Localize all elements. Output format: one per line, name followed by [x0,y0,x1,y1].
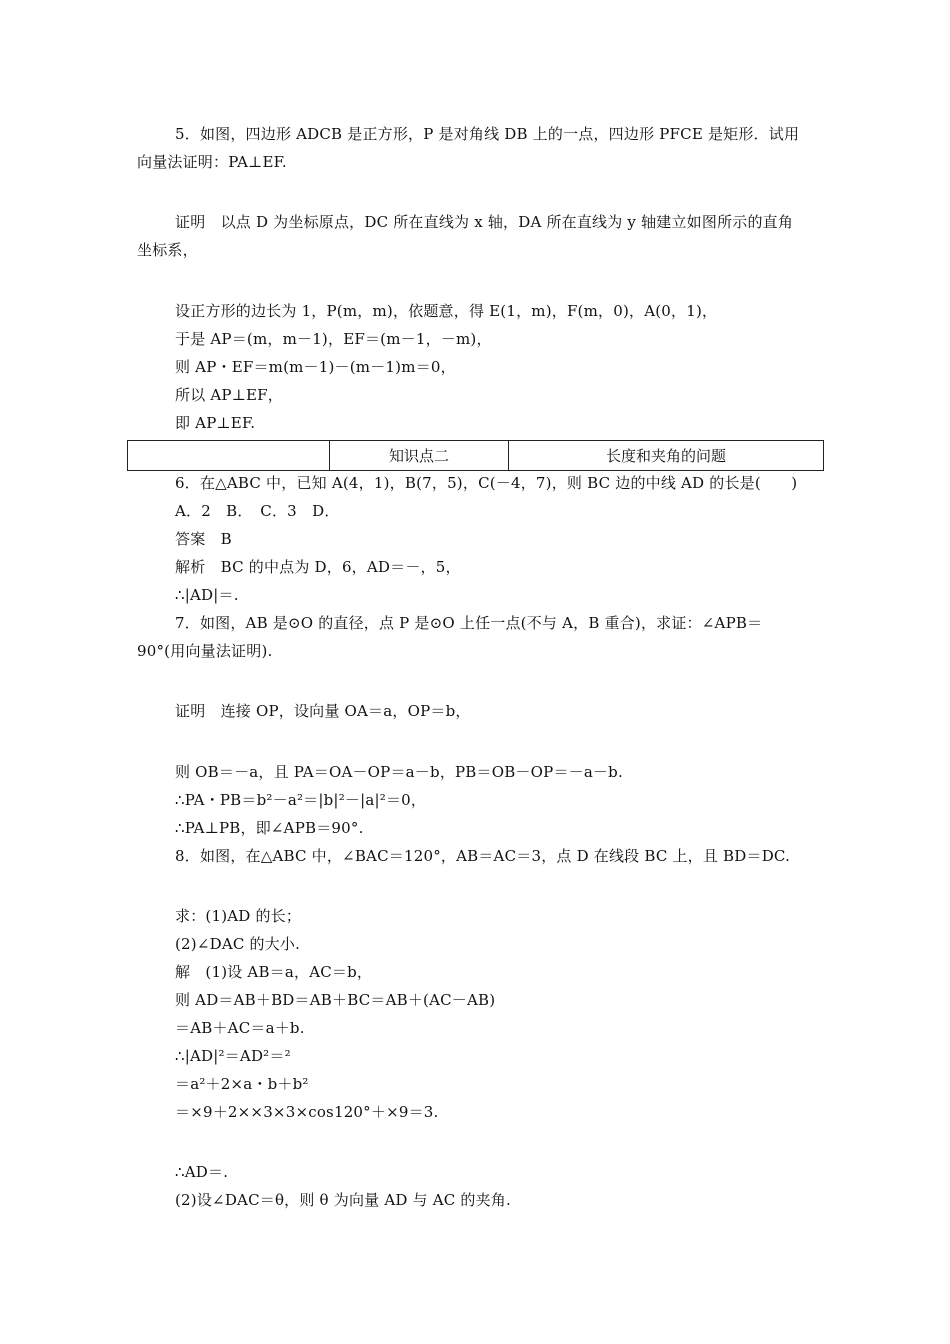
text-line-p6b: A．2 B． C．3 D． [175,502,340,520]
table-cell-knowledge-point: 知识点二 [330,441,509,471]
text-line-p7d: 则 OB＝－a，且 PA＝OA－OP＝a－b，PB＝OB－OP＝－a－b. [175,763,623,781]
text-line-p8d: 解 (1)设 AB＝a，AC＝b， [175,963,373,981]
text-line-p7c: 证明 连接 OP，设向量 OA＝a，OP＝b， [175,702,471,720]
table-cell-topic: 长度和夹角的问题 [509,441,824,471]
text-line-p7e: ∴PA・PB＝b²－a²＝|b|²－|a|²＝0， [175,791,427,809]
text-line-p5a: 5．如图，四边形 ADCB 是正方形，P 是对角线 DB 上的一点，四边形 PFCE 是矩形．试用 [175,125,800,143]
text-line-p5g: 则 AP・EF＝m(m－1)－(m－1)m＝0， [175,358,456,376]
text-line-p8h: ＝a²＋2×a・b＋b² [175,1075,309,1093]
table-cell-blank [128,441,330,471]
text-line-p8g: ∴|AD|²＝AD²＝² [175,1047,291,1065]
text-line-p7f: ∴PA⊥PB，即∠APB＝90°. [175,819,364,837]
text-line-p6c: 答案 B [175,530,232,548]
text-line-p6a: 6．在△ABC 中，已知 A(4，1)，B(7，5)，C(－4，7)，则 BC 边的中线 AD 的长是( ) [175,474,798,492]
text-line-p8c: (2)∠DAC 的大小. [175,935,301,953]
text-line-p6e: ∴|AD|＝. [175,586,239,604]
text-line-p7a: 7．如图，AB 是⊙O 的直径，点 P 是⊙O 上任一点(不与 A，B 重合)，求证：∠APB＝ [175,614,763,632]
text-line-p5c: 证明 以点 D 为坐标原点，DC 所在直线为 x 轴，DA 所在直线为 y 轴建立如图所示的直角 [175,213,794,231]
text-line-p8i: ＝×9＋2××3×3×cos120°＋×9＝3. [175,1103,439,1121]
text-line-p8k: (2)设∠DAC＝θ，则 θ 为向量 AD 与 AC 的夹角. [175,1191,511,1209]
text-line-p8a: 8．如图，在△ABC 中，∠BAC＝120°，AB＝AC＝3，点 D 在线段 BC 上，且 BD＝DC. [175,847,791,865]
text-line-p8b: 求：(1)AD 的长； [175,907,302,925]
text-line-p7b: 90°(用向量法证明). [137,642,273,660]
text-line-p8e: 则 AD＝AB＋BD＝AB＋BC＝AB＋(AC－AB) [175,991,496,1009]
text-line-p5f: 于是 AP＝(m，m－1)，EF＝(m－1，－m)， [175,330,492,348]
text-line-p5e: 设正方形的边长为 1，P(m，m)，依题意，得 E(1，m)，F(m，0)，A(0，1)， [175,302,718,320]
knowledge-point-table [127,440,824,471]
text-line-p5h: 所以 AP⊥EF， [175,386,283,404]
text-line-p5i: 即 AP⊥EF. [175,414,256,432]
text-line-p8f: ＝AB＋AC＝a＋b. [175,1019,305,1037]
text-line-p5d: 坐标系， [137,241,198,259]
text-line-p5b: 向量法证明：PA⊥EF. [137,153,287,171]
text-line-p8j: ∴AD＝. [175,1163,229,1181]
text-line-p6d: 解析 BC 的中点为 D，6，AD＝－，5， [175,558,461,576]
